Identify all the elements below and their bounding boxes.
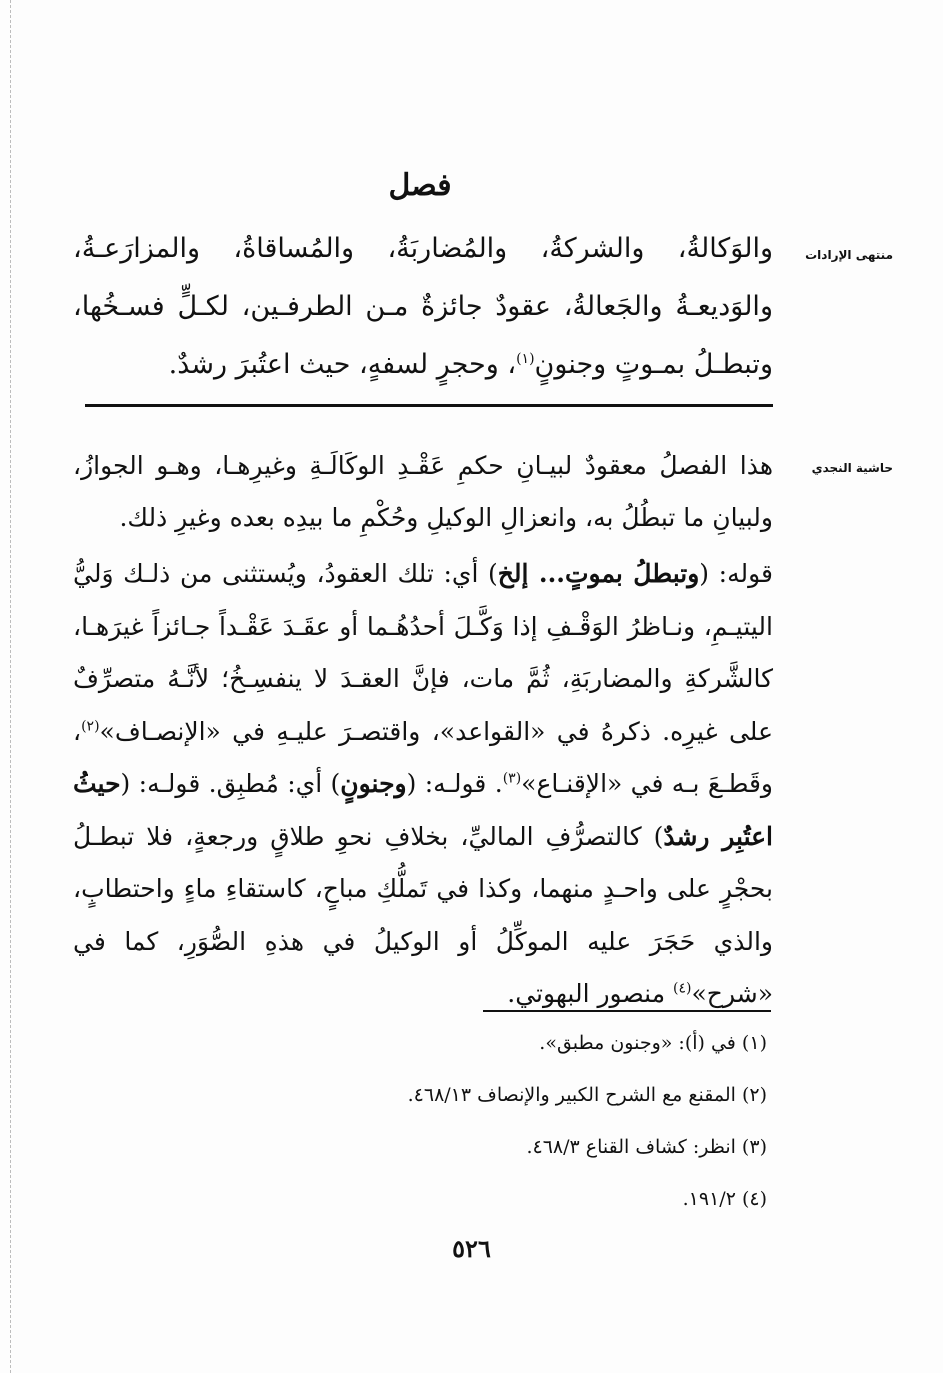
footnotes xyxy=(167,1030,767,1238)
sharh-body-2: ) أي: مُطبِق. قولـه: ( xyxy=(120,769,341,798)
matn-line-3-start: وجنونٍ xyxy=(534,349,607,380)
matn-line-1: والوَكالةُ، والشركةُ، والمُضاربَةُ، والمُساقاةُ، والمزارَعـةُ، والوَديعـةُ xyxy=(73,233,773,322)
footnote-2: (٢) المقنع مع الشرح الكبير والإنصاف ٤٦٨/١٣. xyxy=(407,1084,767,1106)
footnote-ref-4: (٤) xyxy=(673,980,692,997)
quoted-matn-2: وجنونٍ xyxy=(340,769,407,798)
quoted-matn-1: وتبطلُ بموتٍ... إلخ xyxy=(497,559,700,588)
matn-line-3-end: ، وحجرٍ لسفهٍ، حيث اعتُبرَ رشدٌ. xyxy=(168,349,517,380)
sharh-body-3: ) كالتصرُّفِ الماليِّ، بخلافِ نحوِ طلاقٍ ورجعةٍ، فلا تبطـلُ بحجْرٍ على واحـدٍ منهما، وكذا في تَملُّكِ مباحٍ، كاستقاءِ ماءٍ واحتطابٍ، والذي حَجَرَ عليه الموكِّلُ أو الوكيلُ في هذهِ الصُّوَرِ، كما في «شرح» xyxy=(73,821,773,1008)
section-title: فصل xyxy=(388,168,452,203)
sharh-body-1b: ، وقَطـعَ بـه في «الإقنـاع» xyxy=(73,716,773,798)
sharh-prefix-2: . قولـه: ( xyxy=(406,769,503,798)
matn-text xyxy=(73,220,773,394)
side-label-hashiya: حاشية النجدي xyxy=(811,461,893,475)
footnote-3: (٣) انظر: كشاف القناع ٤٦٨/٣. xyxy=(526,1136,767,1158)
side-label-matn: منتهى الإرادات xyxy=(805,248,893,262)
matn-line-2: والجَعالةُ، عقودٌ جائزةٌ مـن الطرفـين، لكـلٍّ فسـخُها، وتبطـلُ بمـوتٍ xyxy=(73,291,773,380)
main-divider xyxy=(85,404,773,407)
page-number: ٥٢٦ xyxy=(452,1234,491,1263)
hashiya-intro-text: هذا الفصلُ معقودٌ لبيـانِ حكمِ عَقْـدِ الوكَالَـةِ وغيرِهـا، وهـو الجوازُ، ولبيانِ ما تبطُلُ به، وانعزالِ الوكيلِ وحُكْمِ ما بيدِه بعده وغيرِ ذلك. xyxy=(73,451,773,532)
sharh-body-1: ) أي: تلك العقودُ، ويُستثنى من ذلـك وَليُّ اليتيـمِ، ونـاظرُ الوَقْـفِ إذا وَكَّـلَ أحدُهُـما أو عقَـدَ عَقْـداً جـائزاً غيرَهـا، كالشَّركةِ والمضاربَةِ، ثُمَّ مات، فإنَّ العقـدَ لا ينفسِـخُ؛ لأنَّـهُ متصرِّفٌ على غيرِه. ذكرهُ في «القواعد»، واقتصـرَ عليـهِ في «الإنصـاف» xyxy=(73,559,773,746)
sharh-text xyxy=(73,548,773,1021)
footnote-1: (١) في (أ): «وجنون مطبق». xyxy=(539,1032,767,1054)
sharh-prefix-1: قوله: ( xyxy=(699,559,773,588)
footnote-divider xyxy=(483,1010,771,1012)
footnote-4: (٤) ١٩١/٢. xyxy=(682,1188,767,1210)
footnote-ref-2: (٢) xyxy=(81,718,100,735)
footnote-ref-1: (١) xyxy=(516,351,535,367)
hashiya-intro xyxy=(73,440,773,544)
quoted-matn-3: حيثُ اعتُبِر رشدٌ xyxy=(73,769,773,851)
sharh-end: منصور البهوتي. xyxy=(507,979,674,1008)
scan-edge-line xyxy=(10,0,11,1373)
footnote-ref-3: (٣) xyxy=(502,770,522,787)
